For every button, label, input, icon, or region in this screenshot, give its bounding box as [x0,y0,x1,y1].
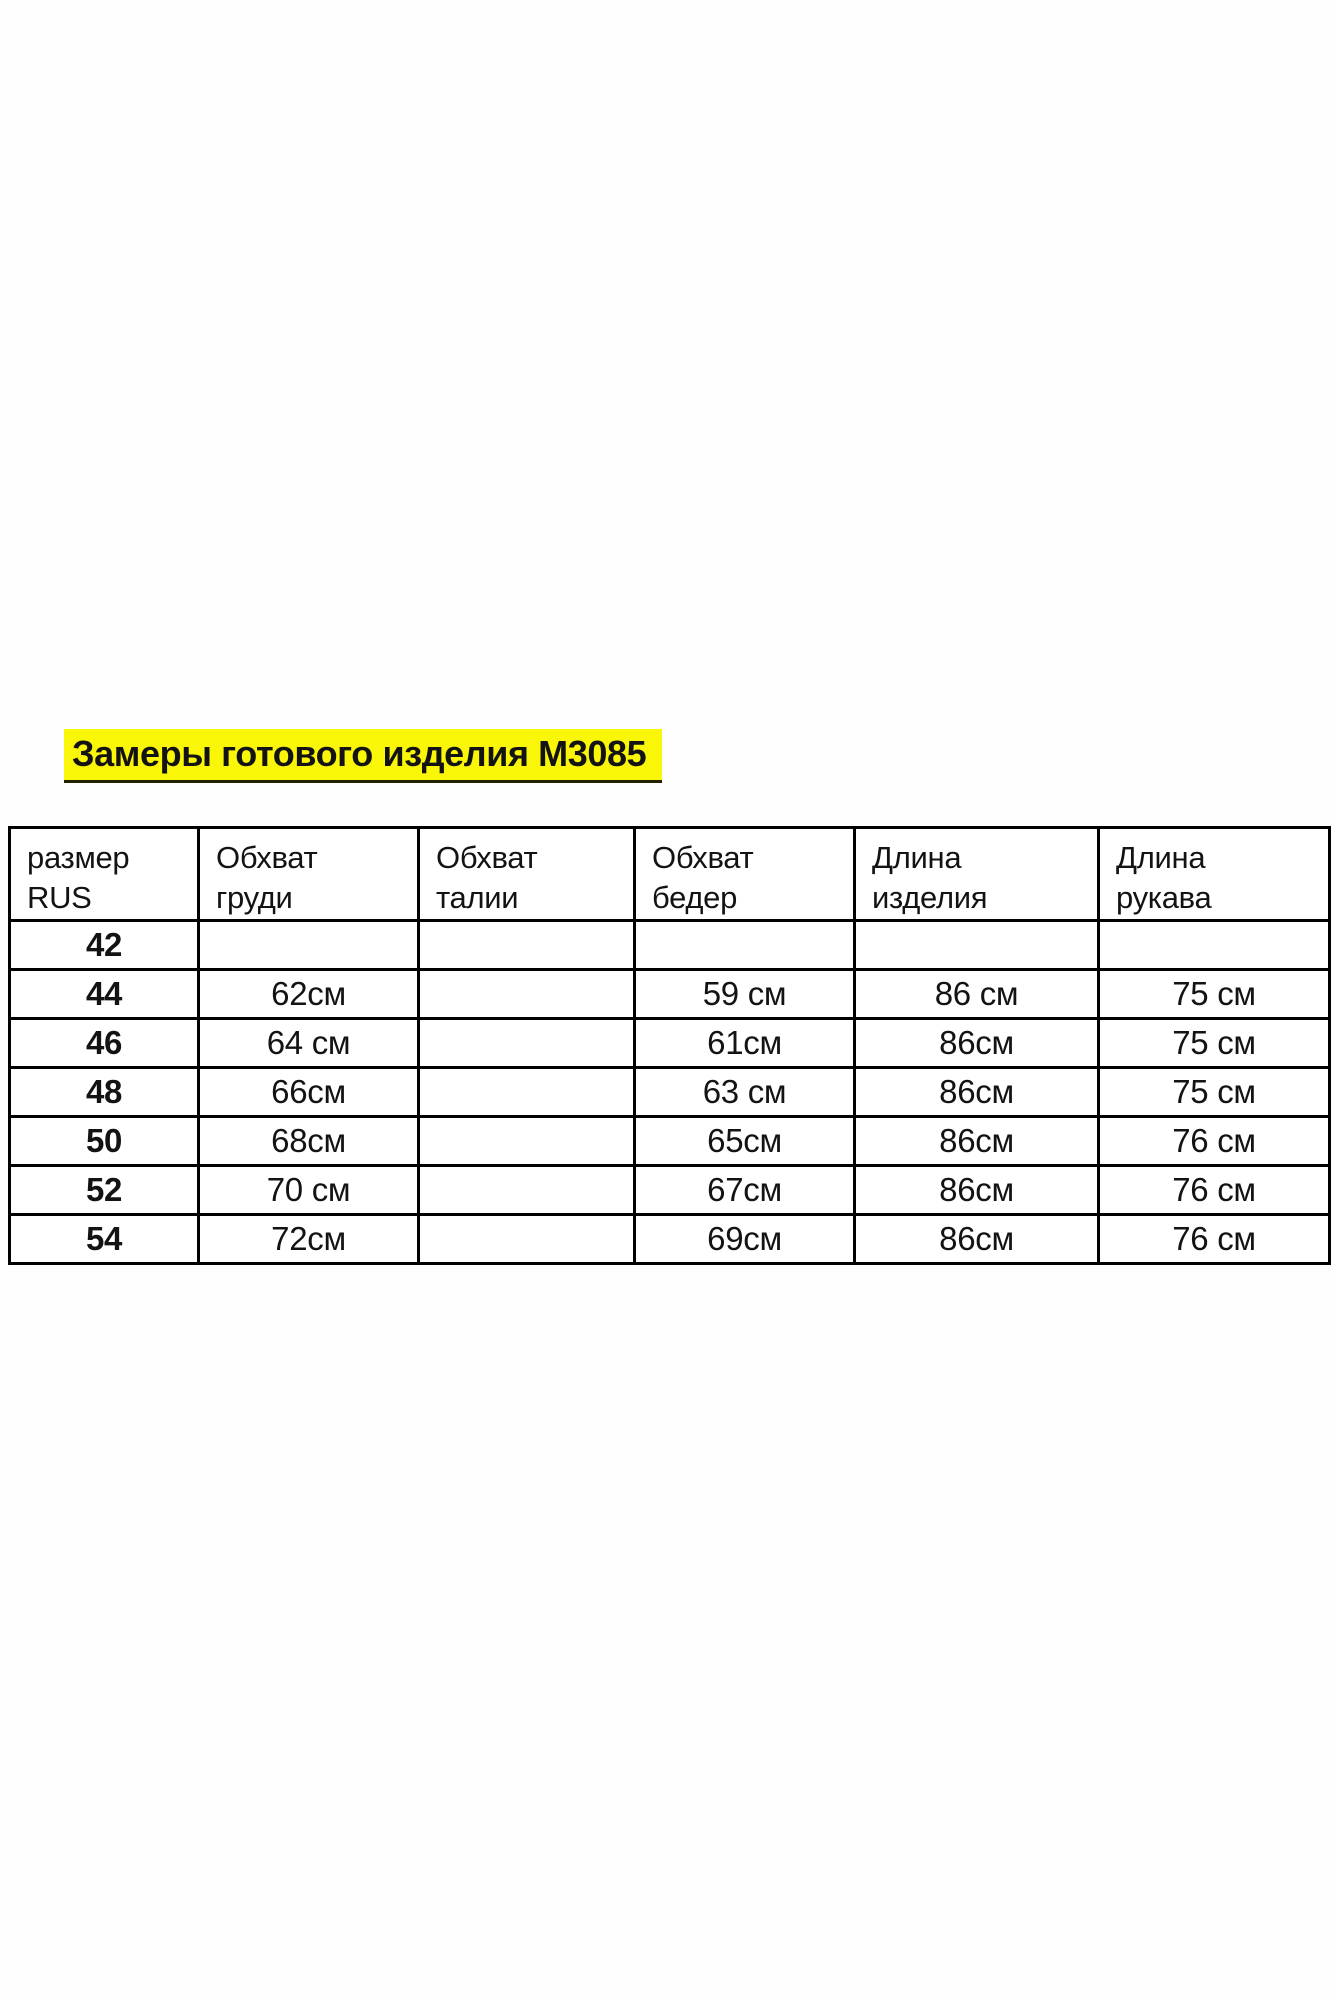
cell-waist [419,1018,635,1067]
header-label: бедер [652,880,738,916]
cell-hips: 59 см [635,969,855,1018]
cell-chest: 70 см [199,1165,419,1214]
cell-waist [419,920,635,969]
cell-size: 44 [10,969,199,1018]
header-label: талии [436,880,519,916]
cell-sleeve: 76 см [1099,1165,1330,1214]
table-row [10,1067,1330,1116]
size-table [8,826,1331,1265]
cell-length: 86 см [855,969,1099,1018]
cell-chest: 62см [199,969,419,1018]
cell-chest: 66см [199,1067,419,1116]
header-label: размер [27,840,130,875]
header-label: Обхват [436,840,538,875]
cell-length: 86см [855,1116,1099,1165]
cell-chest [199,920,419,969]
cell-length: 86см [855,1018,1099,1067]
cell-hips: 65см [635,1116,855,1165]
header-label: Длина [1116,840,1206,875]
column-header-length [855,828,1099,921]
header-label: Обхват [216,840,318,875]
cell-hips: 63 см [635,1067,855,1116]
page-title: Замеры готового изделия М3085 [64,729,662,783]
cell-sleeve: 75 см [1099,1018,1330,1067]
table-row [10,1214,1330,1263]
cell-hips: 69см [635,1214,855,1263]
cell-sleeve: 75 см [1099,1067,1330,1116]
table-header [10,828,1330,921]
cell-length: 86см [855,1067,1099,1116]
header-label: груди [216,880,293,916]
header-row [10,828,1330,921]
cell-length [855,920,1099,969]
table-body [10,920,1330,1263]
column-header-size [10,828,199,921]
cell-sleeve: 75 см [1099,969,1330,1018]
table-row [10,920,1330,969]
cell-size: 46 [10,1018,199,1067]
cell-size: 48 [10,1067,199,1116]
table-row [10,1165,1330,1214]
cell-size: 54 [10,1214,199,1263]
cell-size: 50 [10,1116,199,1165]
cell-sleeve [1099,920,1330,969]
header-label: изделия [872,880,988,916]
column-header-waist [419,828,635,921]
cell-hips: 67см [635,1165,855,1214]
cell-sleeve: 76 см [1099,1116,1330,1165]
column-header-hips [635,828,855,921]
cell-chest: 68см [199,1116,419,1165]
cell-size: 52 [10,1165,199,1214]
header-label: рукава [1116,880,1212,916]
column-header-chest [199,828,419,921]
header-label: RUS [27,880,92,916]
cell-hips [635,920,855,969]
cell-chest: 64 см [199,1018,419,1067]
table-row [10,969,1330,1018]
cell-waist [419,969,635,1018]
cell-waist [419,1214,635,1263]
cell-length: 86см [855,1214,1099,1263]
cell-size: 42 [10,920,199,969]
table-row [10,1116,1330,1165]
cell-waist [419,1116,635,1165]
cell-length: 86см [855,1165,1099,1214]
cell-hips: 61см [635,1018,855,1067]
cell-waist [419,1165,635,1214]
cell-waist [419,1067,635,1116]
table-row [10,1018,1330,1067]
cell-sleeve: 76 см [1099,1214,1330,1263]
column-header-sleeve [1099,828,1330,921]
cell-chest: 72см [199,1214,419,1263]
header-label: Обхват [652,840,754,875]
header-label: Длина [872,840,962,875]
